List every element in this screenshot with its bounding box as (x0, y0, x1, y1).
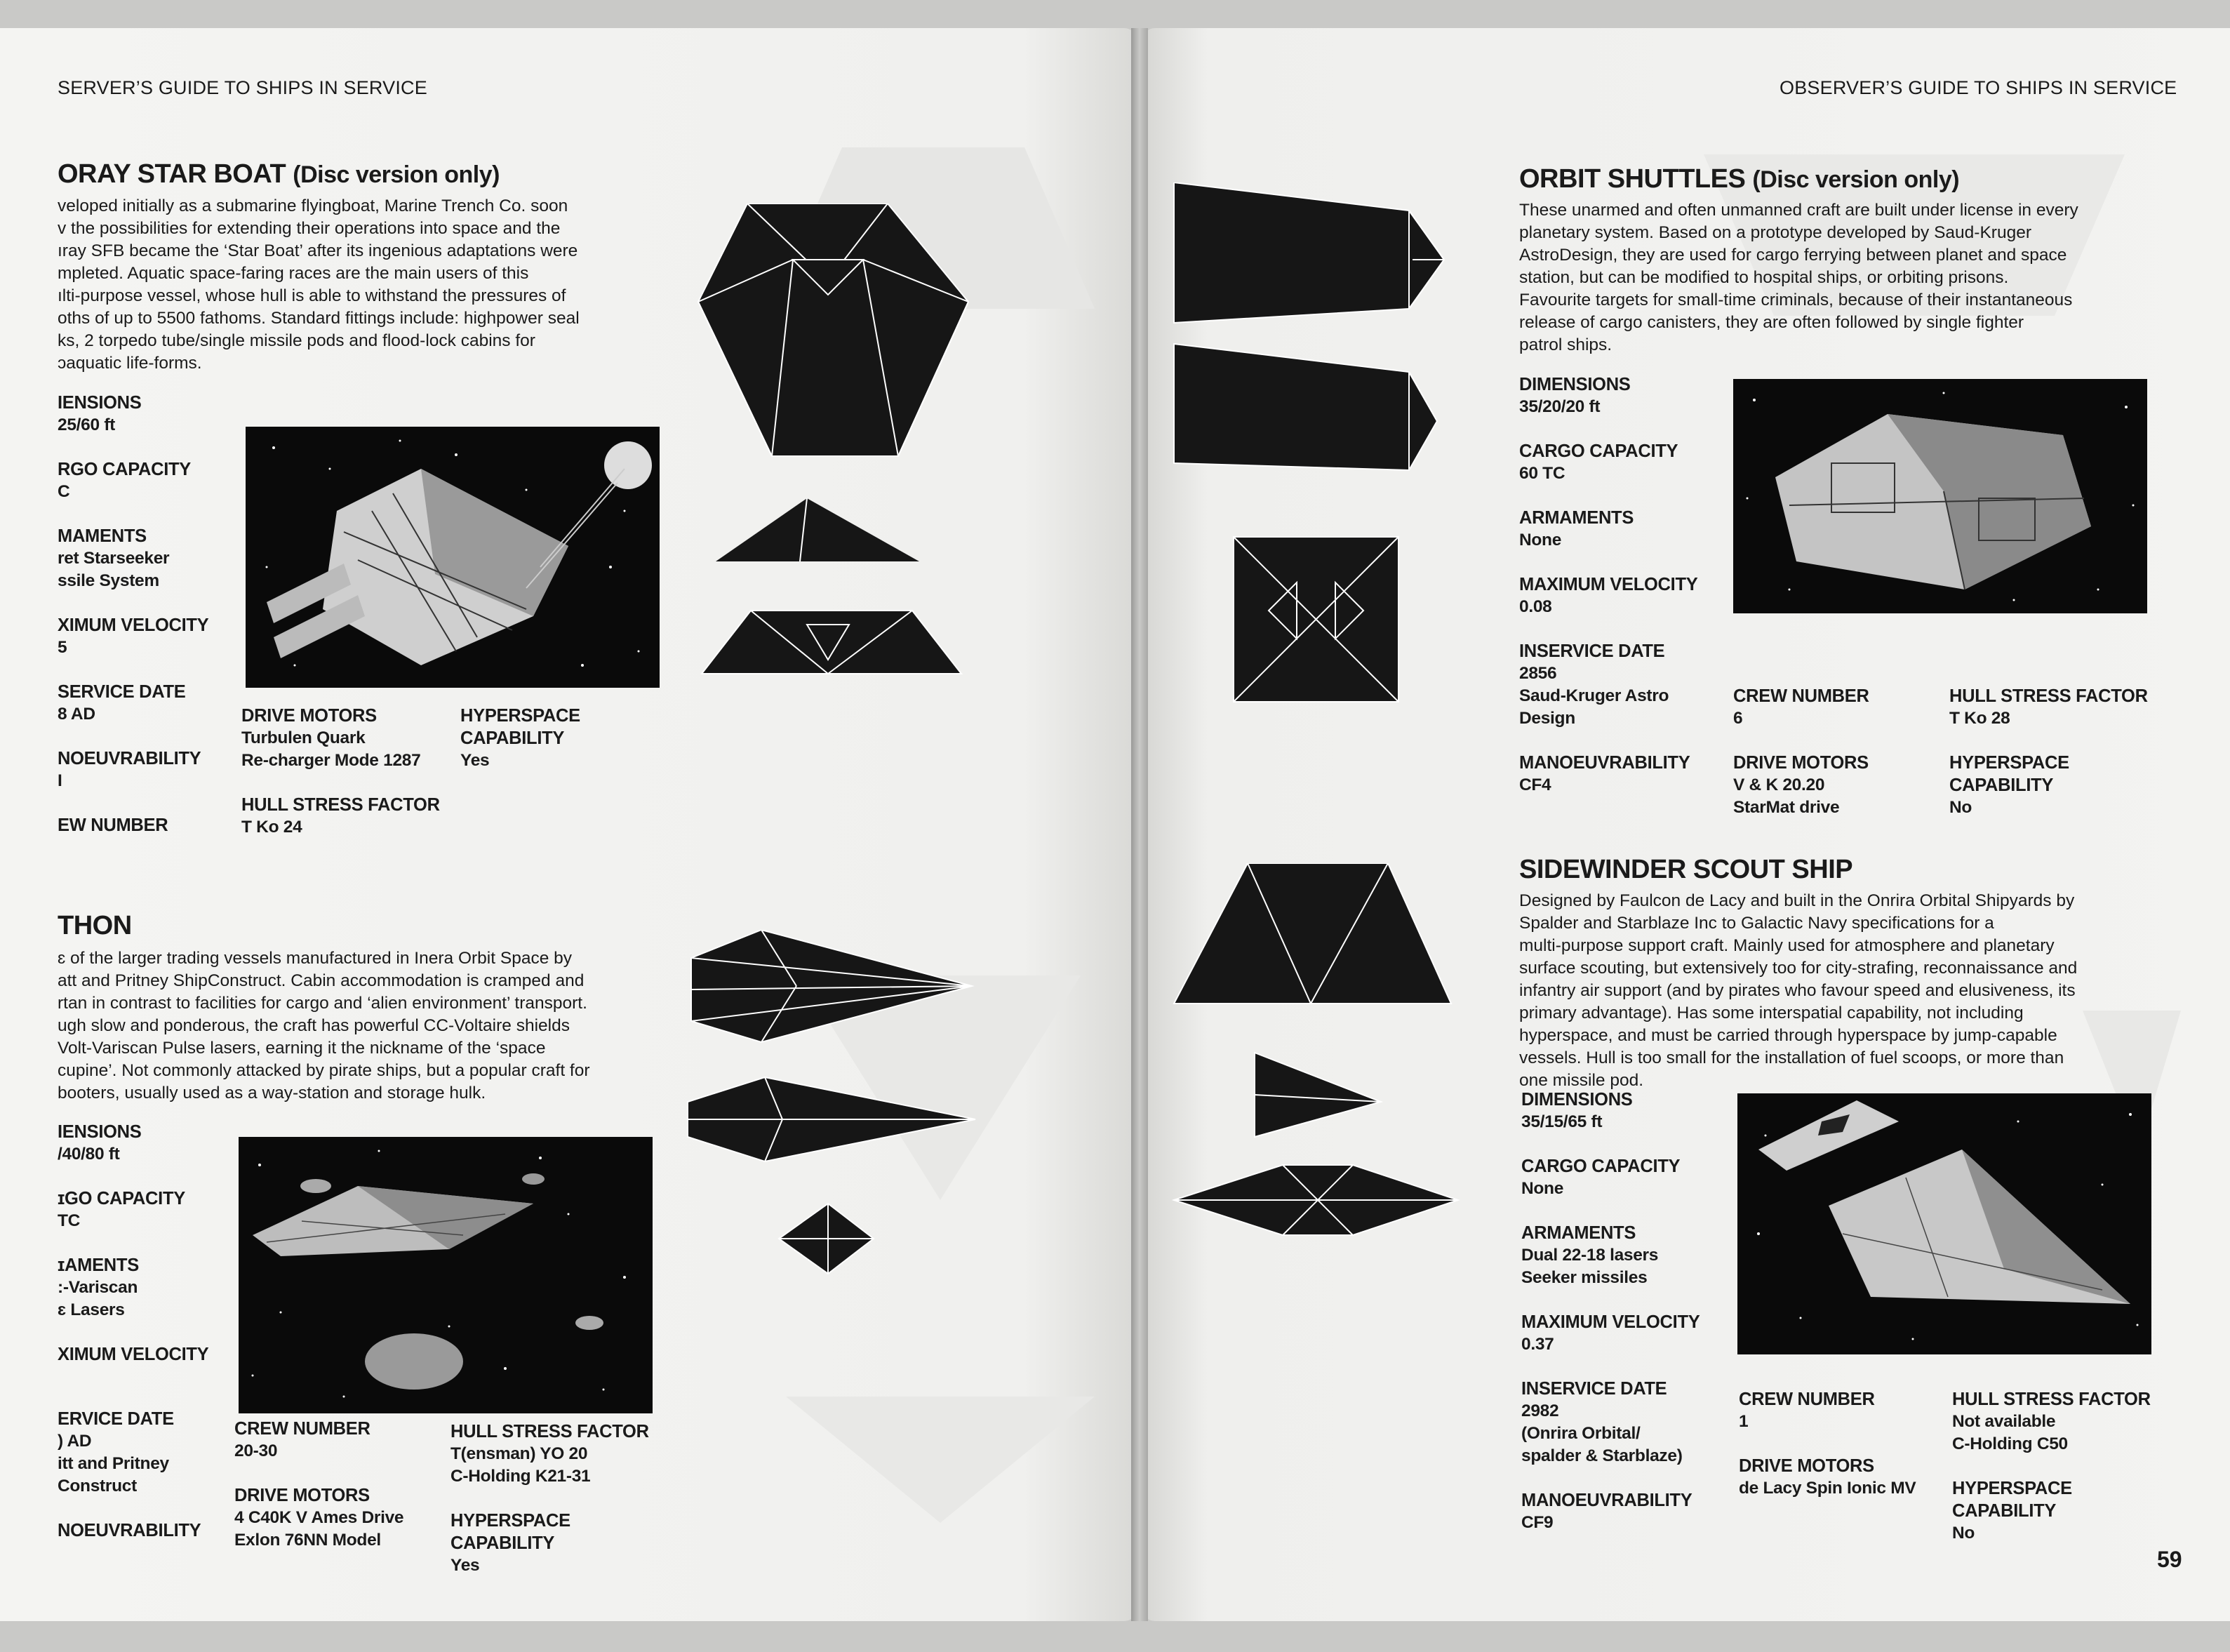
star-boat-illustration (246, 427, 660, 688)
section-title-python: THON (58, 911, 132, 940)
orbit-shuttle-wireframe-views (1170, 182, 1465, 716)
star-boat-specs-drive: DRIVE MOTORS Turbulen Quark Re-charger Mode 1287 HULL STRESS FACTOR T Ko 24 (241, 706, 440, 837)
book-gutter (1131, 28, 1148, 1621)
orbit-shuttles-description: These unarmed and often unmanned craft are built under license in every planetary system. Based on a prototype developed by Saud-Kruger AstroDesign, they are used for cargo ferrying between planet and space station, but can be modified to hospital ships, or orbiting prisons. Favourite targets for small-time criminals, because of their instantaneous release of cargo canisters, they are often followed by single fighter patrol ships. (1519, 201, 2078, 354)
star-boat-specs-column: IENSIONS 25/60 ft RGO CAPACITY C MAMENTS ret Starseeker ssile System XIMUM VELOCITY 5 SERVICE DATE 8 AD NOEUVRABILITY I EW NUMBER (58, 393, 209, 835)
python-specs-hull-hyper: HULL STRESS FACTOR T(ensman) YO 20 C-Holding K21-31 HYPERSPACE CAPABILITY Yes (450, 1422, 649, 1575)
running-head: OBSERVER’S GUIDE TO SHIPS IN SERVICE (1780, 77, 2177, 98)
sidewinder-illustration (1737, 1093, 2151, 1354)
left-page (0, 28, 1137, 1621)
right-page (1142, 28, 2230, 1621)
running-head: SERVER’S GUIDE TO SHIPS IN SERVICE (58, 77, 427, 98)
python-specs-crew-drive: CREW NUMBER 20-30 DRIVE MOTORS 4 C40K V Ames Drive Exlon 76NN Model (234, 1419, 404, 1550)
orbit-shuttle-illustration (1733, 379, 2147, 613)
sidewinder-specs-crew-drive: CREW NUMBER 1 DRIVE MOTORS de Lacy Spin Ionic MV (1739, 1390, 1916, 1498)
sidewinder-specs-column: DIMENSIONS 35/15/65 ft CARGO CAPACITY None ARMAMENTS Dual 22-18 lasers Seeker missiles MAXIMUM VELOCITY 0.37 INSERVICE DATE 2982 (Onrira Orbital/ spalder & Starblaze) MANOEUVRABILITY CF9 (1521, 1090, 1700, 1532)
star-boat-description: veloped initially as a submarine flyingboat, Marine Trench Co. soon v the possibilities for extending their operations into space and the ıray SFB became the ‘Star Boat’ after its ingenious adaptations were mpleted. Aquatic space-faring races are the main users of this ılti-purpose vessel, whose hull is able to withstand the pressures of oths of up to 5500 fathoms. Standard fittings include: highpower seal ks, 2 torpedo tube/single missile pods and flood-lock cabins for ɔaquatic life-forms. (58, 196, 580, 373)
orbit-shuttles-specs-hull-hyper: HULL STRESS FACTOR T Ko 28 HYPERSPACE CAPABILITY No (1949, 686, 2148, 817)
orbit-shuttles-specs-column: DIMENSIONS 35/20/20 ft CARGO CAPACITY 60 TC ARMAMENTS None MAXIMUM VELOCITY 0.08 INSERVICE DATE 2856 Saud-Kruger Astro Design MANOEUVRABILITY CF4 (1519, 375, 1698, 794)
sidewinder-specs-hull-hyper: HULL STRESS FACTOR Not available C-Holding C50 HYPERSPACE CAPABILITY No (1952, 1390, 2151, 1543)
sidewinder-description: Designed by Faulcon de Lacy and built in the Onrira Orbital Shipyards by Spalder and Starblaze Inc to Galactic Navy specifications for a multi-purpose support craft. Mainly used for atmosphere and planetary surface scouting, but extensively too for city-strafing, reconnaissance and infantry air support (and by pirates who favour speed and elusiveness, its primary advantage). Has some interspatial capability, not including hyperspace, and must be carried through hyperspace by jump-capable vessels. Hull is too small for the installation of fuel scoops, or more than one missile pod. (1519, 891, 2078, 1090)
python-description: ɛ of the larger trading vessels manufactured in Inera Orbit Space by att and Pritney ShipConstruct. Cabin accommodation is cramped and rtan in contrast to facilities for cargo and ‘alien environment’ transport. ugh slow and ponderous, the craft has powerful CC-Voltaire shields Volt-Variscan Pulse lasers, earning it the nickname of the ‘space cupine’. Not commonly attacked by pirate ships, but a popular craft for booters, usually used as a way-station and storage hulk. (58, 949, 590, 1103)
page-number: 59 (2157, 1547, 2182, 1572)
python-specs-column: IENSIONS /40/80 ft ɪGO CAPACITY TC ɪAMENTS :-Variscan ɛ Lasers XIMUM VELOCITY ERVICE DATE ) AD itt and Pritney Construct NOEUVRABILITY (58, 1122, 209, 1540)
section-title-star-boat: ORAY STAR BOAT (Disc version only) (58, 159, 500, 189)
section-title-orbit-shuttles: ORBIT SHUTTLES (Disc version only) (1519, 164, 1960, 194)
sidewinder-wireframe-views (1170, 863, 1465, 1256)
python-illustration (239, 1137, 653, 1413)
python-wireframe-views (684, 930, 979, 1295)
star-boat-wireframe-views (688, 204, 982, 723)
star-boat-specs-hyperspace: HYPERSPACE CAPABILITY Yes (460, 706, 580, 770)
section-title-sidewinder: SIDEWINDER SCOUT SHIP (1519, 855, 1853, 884)
orbit-shuttles-specs-crew-drive: CREW NUMBER 6 DRIVE MOTORS V & K 20.20 StarMat drive (1733, 686, 1869, 817)
